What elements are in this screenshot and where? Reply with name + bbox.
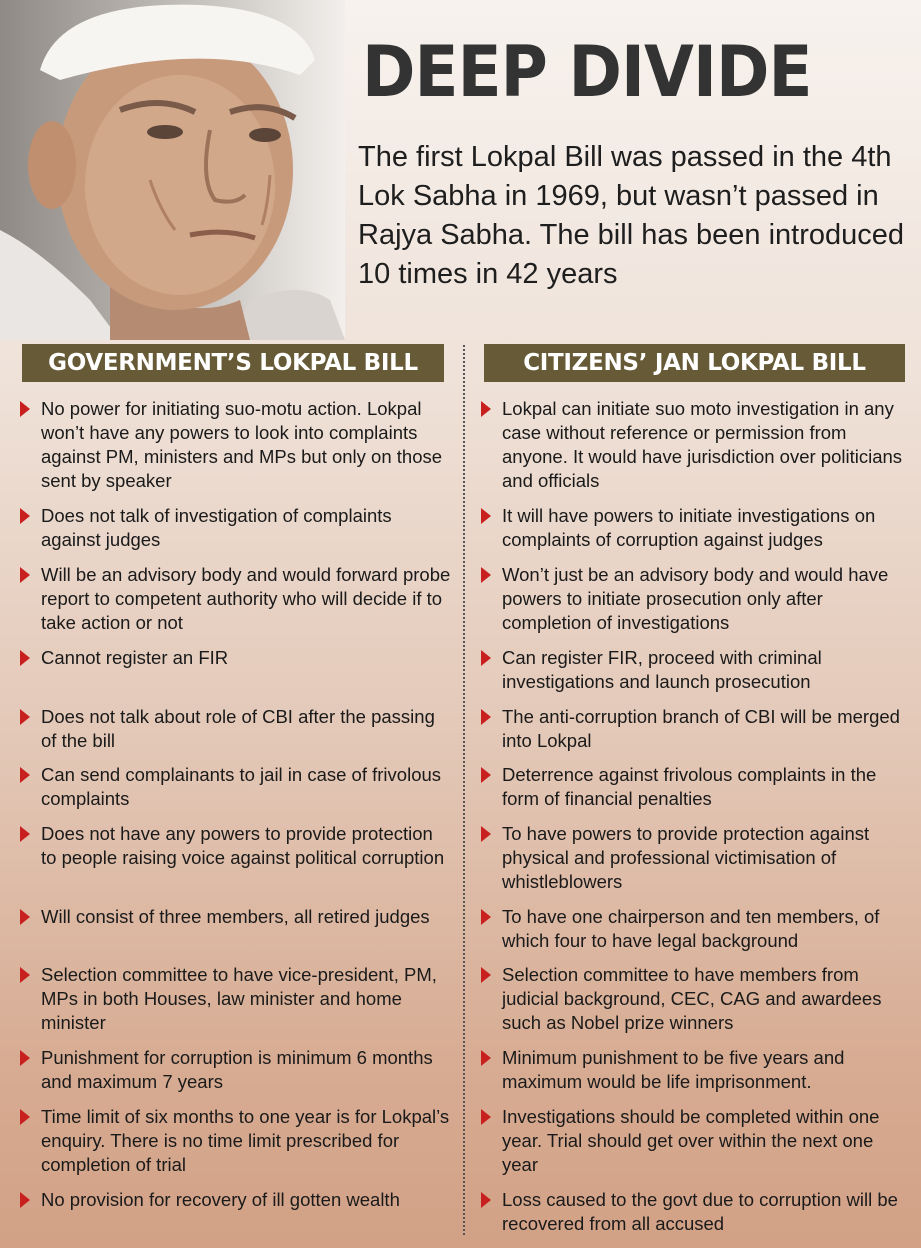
list-item: Does not talk about role of CBI after the passing of the bill xyxy=(20,705,451,753)
list-item: To have powers to provide protection against physical and professional victimisation of whistleblowers xyxy=(481,822,907,894)
bullet-icon xyxy=(481,401,491,417)
list-item: Does not have any powers to provide protection to people raising voice against political corruption xyxy=(20,822,451,870)
list-item: Can register FIR, proceed with criminal investigations and launch prosecution xyxy=(481,646,907,694)
list-item: Loss caused to the govt due to corruption will be recovered from all accused xyxy=(481,1188,907,1236)
bullet-icon xyxy=(481,1050,491,1066)
page-title: DEEP DIVIDE xyxy=(362,31,812,113)
citizens-bill-heading: CITIZENS’ JAN LOKPAL BILL xyxy=(484,344,905,382)
list-item: No power for initiating suo-motu action. Lokpal won’t have any powers to look into complaints against PM, ministers and MPs but only on those sent by speaker xyxy=(20,397,451,493)
bullet-icon xyxy=(20,1050,30,1066)
list-item: Punishment for corruption is minimum 6 months and maximum 7 years xyxy=(20,1046,451,1094)
list-item: Won’t just be an advisory body and would have powers to initiate prosecution only after completion of investigations xyxy=(481,563,907,635)
bullet-icon xyxy=(481,650,491,666)
list-item: Selection committee to have members from judicial background, CEC, CAG and awardees such as Nobel prize winners xyxy=(481,963,907,1035)
bullet-icon xyxy=(20,401,30,417)
bullet-icon xyxy=(481,709,491,725)
list-item: Time limit of six months to one year is for Lokpal’s enquiry. There is no time limit prescribed for completion of trial xyxy=(20,1105,451,1177)
bullet-icon xyxy=(20,826,30,842)
list-item: The anti-corruption branch of CBI will be merged into Lokpal xyxy=(481,705,907,753)
list-item: Lokpal can initiate suo moto investigation in any case without reference or permission from anyone. It would have jurisdiction over politicians and officials xyxy=(481,397,907,493)
bullet-icon xyxy=(20,767,30,783)
bullet-icon xyxy=(481,909,491,925)
bullet-icon xyxy=(20,567,30,583)
bullet-icon xyxy=(20,650,30,666)
bullet-icon xyxy=(481,826,491,842)
bullet-icon xyxy=(20,508,30,524)
bullet-icon xyxy=(481,567,491,583)
portrait-photo xyxy=(0,0,345,340)
list-item: Selection committee to have vice-president, PM, MPs in both Houses, law minister and home minister xyxy=(20,963,451,1035)
bullet-icon xyxy=(20,709,30,725)
list-item: Will consist of three members, all retired judges xyxy=(20,905,451,929)
list-item: Will be an advisory body and would forward probe report to competent authority who will decide if to take action or not xyxy=(20,563,451,635)
bullet-icon xyxy=(20,1109,30,1125)
bullet-icon xyxy=(481,767,491,783)
list-item: To have one chairperson and ten members, of which four to have legal background xyxy=(481,905,907,953)
list-item: Cannot register an FIR xyxy=(20,646,451,670)
bullet-icon xyxy=(481,1109,491,1125)
bullet-icon xyxy=(481,1192,491,1208)
bullet-icon xyxy=(20,967,30,983)
column-divider xyxy=(463,345,465,1235)
list-item: Deterrence against frivolous complaints in the form of financial penalties xyxy=(481,763,907,811)
government-bill-heading: GOVERNMENT’S LOKPAL BILL xyxy=(22,344,444,382)
list-item: Investigations should be completed within one year. Trial should get over within the next one year xyxy=(481,1105,907,1177)
list-item: Does not talk of investigation of complaints against judges xyxy=(20,504,451,552)
list-item: No provision for recovery of ill gotten wealth xyxy=(20,1188,451,1212)
list-item: Can send complainants to jail in case of frivolous complaints xyxy=(20,763,451,811)
bullet-icon xyxy=(20,909,30,925)
bullet-icon xyxy=(20,1192,30,1208)
page-subtitle: The first Lokpal Bill was passed in the 4th Lok Sabha in 1969, but wasn’t passed in Rajya Sabha. The bill has been introduced 10 times in 42 years xyxy=(358,141,905,290)
bullet-icon xyxy=(481,508,491,524)
list-item: It will have powers to initiate investigations on complaints of corruption against judges xyxy=(481,504,907,552)
list-item: Minimum punishment to be five years and maximum would be life imprisonment. xyxy=(481,1046,907,1094)
bullet-icon xyxy=(481,967,491,983)
